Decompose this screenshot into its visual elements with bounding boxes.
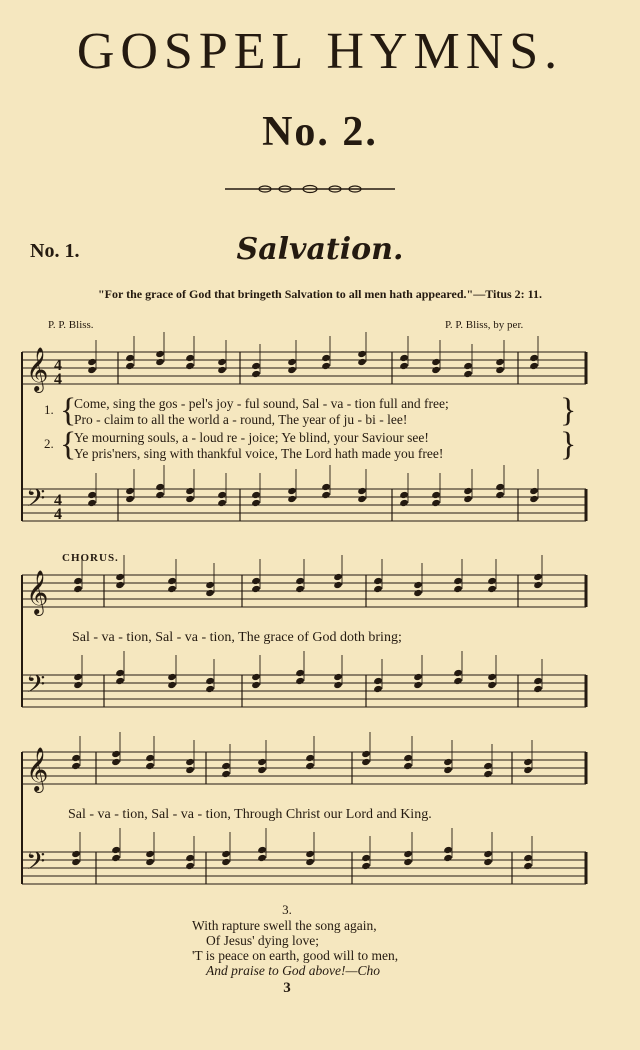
note-head <box>487 577 497 585</box>
note-head <box>321 491 331 499</box>
note-head <box>185 487 195 495</box>
note-head <box>205 685 215 693</box>
note-head <box>453 677 463 685</box>
note-head <box>221 770 231 778</box>
note-head <box>453 669 463 677</box>
scripture-quote: "For the grace of God that bringeth Salvation to all men hath appeared."—Titus 2: 11. <box>97 287 542 301</box>
page-number: 3 <box>283 980 291 996</box>
note-head <box>167 585 177 593</box>
note-head <box>217 366 227 374</box>
note-head <box>399 499 409 507</box>
note-head <box>125 362 135 370</box>
note-head <box>431 358 441 366</box>
note-head <box>321 483 331 491</box>
note-head <box>487 673 497 681</box>
note-head <box>305 850 315 858</box>
note-head <box>111 846 121 854</box>
note-head <box>125 487 135 495</box>
note-head <box>185 758 195 766</box>
note-head <box>399 491 409 499</box>
note-head <box>403 858 413 866</box>
note-head <box>495 358 505 366</box>
note-head <box>71 850 81 858</box>
note-head <box>185 495 195 503</box>
note-head <box>251 491 261 499</box>
note-head <box>483 762 493 770</box>
note-head <box>111 854 121 862</box>
verse-2-line-2: Ye pris'ners, sing with thankful voice, The Lord hath made you free! <box>74 446 444 461</box>
note-head <box>251 499 261 507</box>
note-head <box>361 862 371 870</box>
note-head <box>111 750 121 758</box>
note-head <box>529 362 539 370</box>
note-head <box>431 491 441 499</box>
note-head <box>295 677 305 685</box>
note-head <box>305 762 315 770</box>
note-head <box>287 366 297 374</box>
note-head <box>483 858 493 866</box>
note-head <box>523 758 533 766</box>
note-head <box>443 758 453 766</box>
note-head <box>403 754 413 762</box>
words-credit: P. P. Bliss. <box>48 319 94 331</box>
note-head <box>87 499 97 507</box>
bass-clef-icon: 𝄢 <box>26 670 46 705</box>
note-head <box>71 762 81 770</box>
note-head <box>251 681 261 689</box>
note-head <box>431 499 441 507</box>
verse-3-line-2: Of Jesus' dying love; <box>206 933 320 948</box>
note-head <box>533 573 543 581</box>
note-head <box>251 362 261 370</box>
verse-3-line-3: 'T is peace on earth, good will to men, <box>192 948 399 963</box>
note-head <box>357 495 367 503</box>
note-head <box>185 362 195 370</box>
note-head <box>495 483 505 491</box>
note-head <box>333 581 343 589</box>
note-head <box>333 673 343 681</box>
note-head <box>357 350 367 358</box>
note-head <box>71 754 81 762</box>
note-head <box>361 750 371 758</box>
note-head <box>529 487 539 495</box>
note-head <box>487 681 497 689</box>
note-head <box>73 673 83 681</box>
note-head <box>115 581 125 589</box>
note-head <box>205 589 215 597</box>
right-brace-icon: } <box>560 426 577 463</box>
note-head <box>295 669 305 677</box>
note-head <box>399 354 409 362</box>
note-head <box>287 495 297 503</box>
time-signature: 4 <box>54 506 62 523</box>
treble-clef-icon: 𝄞 <box>26 747 49 791</box>
note-head <box>73 577 83 585</box>
note-head <box>251 673 261 681</box>
note-head <box>373 577 383 585</box>
note-head <box>413 681 423 689</box>
note-head <box>257 758 267 766</box>
note-head <box>495 491 505 499</box>
note-head <box>155 491 165 499</box>
note-head <box>413 589 423 597</box>
note-head <box>453 585 463 593</box>
verse-number: 2. <box>44 436 54 451</box>
note-head <box>125 354 135 362</box>
note-head <box>403 762 413 770</box>
note-head <box>443 854 453 862</box>
note-head <box>251 585 261 593</box>
note-head <box>185 766 195 774</box>
note-head <box>185 354 195 362</box>
note-head <box>529 495 539 503</box>
note-head <box>185 862 195 870</box>
note-head <box>71 858 81 866</box>
note-head <box>523 854 533 862</box>
bass-clef-icon: 𝄢 <box>26 484 46 519</box>
note-head <box>333 573 343 581</box>
note-head <box>463 495 473 503</box>
note-head <box>221 762 231 770</box>
note-head <box>321 362 331 370</box>
note-head <box>463 362 473 370</box>
note-head <box>167 681 177 689</box>
note-head <box>205 581 215 589</box>
verse-2-line-1: Ye mourning souls, a - loud re - joice; Ye blind, your Saviour see! <box>74 430 429 445</box>
note-head <box>155 483 165 491</box>
note-head <box>483 850 493 858</box>
note-head <box>403 850 413 858</box>
note-head <box>453 577 463 585</box>
time-signature: 4 <box>54 357 62 374</box>
note-head <box>533 581 543 589</box>
left-brace-icon: { <box>60 426 77 463</box>
note-head <box>87 366 97 374</box>
verse-number: 1. <box>44 402 54 417</box>
music-credit: P. P. Bliss, by per. <box>445 319 524 331</box>
note-head <box>287 487 297 495</box>
note-head <box>463 370 473 378</box>
note-head <box>357 358 367 366</box>
note-head <box>125 495 135 503</box>
note-head <box>413 581 423 589</box>
time-signature: 4 <box>54 371 62 388</box>
book-number: No. 2. <box>262 109 378 155</box>
note-head <box>373 685 383 693</box>
note-head <box>251 370 261 378</box>
note-head <box>443 846 453 854</box>
note-head <box>321 354 331 362</box>
note-head <box>257 766 267 774</box>
note-head <box>533 677 543 685</box>
note-head <box>495 366 505 374</box>
note-head <box>373 677 383 685</box>
note-head <box>487 585 497 593</box>
note-head <box>221 858 231 866</box>
note-head <box>305 858 315 866</box>
note-head <box>185 854 195 862</box>
right-brace-icon: } <box>560 392 577 429</box>
note-head <box>529 354 539 362</box>
note-head <box>361 758 371 766</box>
note-head <box>155 350 165 358</box>
note-head <box>115 669 125 677</box>
note-head <box>295 577 305 585</box>
verse-1-line-1: Come, sing the gos - pel's joy - ful sound, Sal - va - tion full and free; <box>74 396 449 411</box>
note-head <box>305 754 315 762</box>
note-head <box>205 677 215 685</box>
note-head <box>167 577 177 585</box>
time-signature: 4 <box>54 492 62 509</box>
hymn-number: No. 1. <box>30 240 80 262</box>
hymn-title: Salvation. <box>236 232 404 267</box>
note-head <box>87 358 97 366</box>
treble-clef-icon: 𝄞 <box>26 570 49 614</box>
note-head <box>217 358 227 366</box>
note-head <box>399 362 409 370</box>
note-head <box>295 585 305 593</box>
note-head <box>111 758 121 766</box>
bass-clef-icon: 𝄢 <box>26 847 46 882</box>
note-head <box>357 487 367 495</box>
note-head <box>523 862 533 870</box>
note-head <box>373 585 383 593</box>
note-head <box>431 366 441 374</box>
left-brace-icon: { <box>60 392 77 429</box>
note-head <box>443 766 453 774</box>
note-head <box>87 491 97 499</box>
note-head <box>483 770 493 778</box>
note-head <box>145 762 155 770</box>
note-head <box>145 858 155 866</box>
note-head <box>221 850 231 858</box>
note-head <box>155 358 165 366</box>
note-head <box>287 358 297 366</box>
note-head <box>523 766 533 774</box>
verse-3-number: 3. <box>282 902 292 917</box>
verse-3-line-4: And praise to God above!—Cho <box>206 963 380 978</box>
verse-1-line-2: Pro - claim to all the world a - round, The year of ju - bi - lee! <box>74 412 408 427</box>
note-head <box>167 673 177 681</box>
book-title: GOSPEL HYMNS. <box>76 23 564 80</box>
note-head <box>217 499 227 507</box>
note-head <box>115 573 125 581</box>
note-head <box>145 754 155 762</box>
note-head <box>73 681 83 689</box>
note-head <box>217 491 227 499</box>
note-head <box>533 685 543 693</box>
note-head <box>145 850 155 858</box>
chorus-line-1: Sal - va - tion, Sal - va - tion, The grace of God doth bring; <box>72 630 402 645</box>
note-head <box>251 577 261 585</box>
note-head <box>361 854 371 862</box>
treble-clef-icon: 𝄞 <box>26 347 49 391</box>
note-head <box>257 846 267 854</box>
note-head <box>73 585 83 593</box>
note-head <box>257 854 267 862</box>
verse-3-line-1: With rapture swell the song again, <box>192 918 377 933</box>
chorus-line-2: Sal - va - tion, Sal - va - tion, Through Christ our Lord and King. <box>68 807 432 822</box>
note-head <box>333 681 343 689</box>
note-head <box>463 487 473 495</box>
note-head <box>115 677 125 685</box>
chorus-label: CHORUS. <box>62 552 119 564</box>
note-head <box>413 673 423 681</box>
